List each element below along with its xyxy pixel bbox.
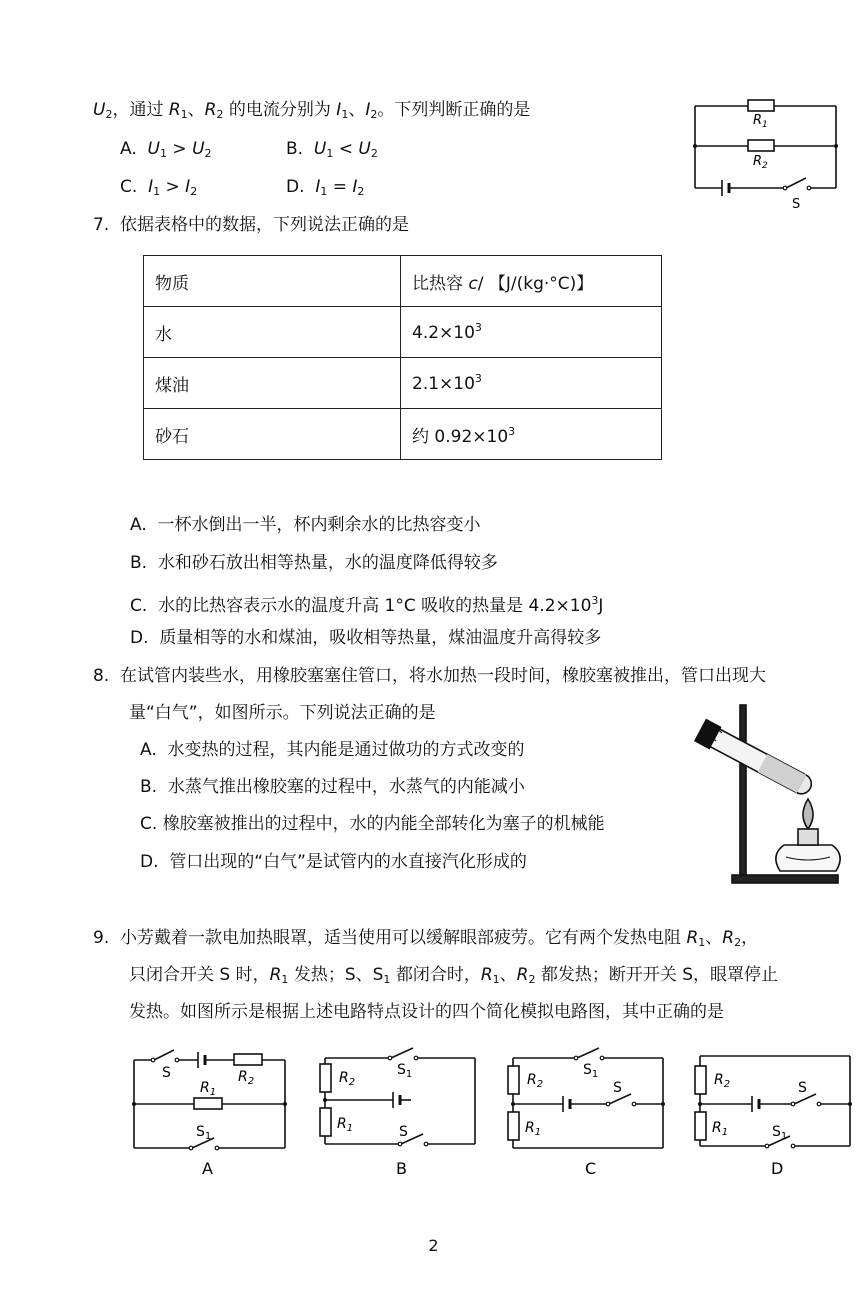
- svg-text:S1: $S_1$: [196, 1124, 212, 1142]
- stand-rod: [740, 705, 746, 875]
- q7-option-b[interactable]: B. 水和砂石放出相等热量，水的温度降低得较多: [130, 553, 498, 573]
- resistor-r2: [695, 1066, 706, 1094]
- q7-stem: 7. 依据表格中的数据，下列说法正确的是: [93, 215, 410, 235]
- specific-heat-table: [143, 255, 662, 460]
- svg-text:S1: $S_1$: [772, 1124, 788, 1142]
- q8-stem-line2: 量“白气”，如图所示。下列说法正确的是: [129, 703, 436, 723]
- q7-option-a[interactable]: A. 一杯水倒出一半，杯内剩余水的比热容变小: [130, 515, 481, 535]
- q9-stem-line2: 只闭合开关 S 时，$R_1$ 发热；S、$S_1$ 都闭合时，$R_1$、$R_2$ 都发热；断开开关 S，眼罩停止: [129, 965, 779, 986]
- alcohol-lamp: [776, 845, 840, 871]
- q7-option-d[interactable]: D. 质量相等的水和煤油，吸收相等热量，煤油温度升高得较多: [130, 628, 602, 648]
- q8-option-b[interactable]: B. 水蒸气推出橡胶塞的过程中，水蒸气的内能减小: [140, 777, 525, 797]
- resistor-r1: [194, 1098, 222, 1109]
- stand-base: [732, 875, 838, 883]
- q8-stem-line1: 8. 在试管内装些水，用橡胶塞塞住管口，将水加热一段时间，橡胶塞被推出，管口出现大: [93, 666, 767, 686]
- circuit-label: C: [585, 1159, 597, 1178]
- resistor-r1: [508, 1112, 519, 1140]
- q6-stem: $U_2$，通过 $R_1$、$R_2$ 的电流分别为 $I_1$、$I_2$。下列判断正确的是: [93, 100, 531, 121]
- svg-text:R1: $R_1$: [712, 1120, 729, 1138]
- resistor-r2: [320, 1064, 331, 1092]
- svg-text:S: S: [162, 1065, 171, 1081]
- switch-s1-blade: [391, 1048, 413, 1058]
- svg-text:S: S: [798, 1080, 807, 1096]
- resistor-r2: [234, 1054, 262, 1065]
- resistor-r2: [508, 1066, 519, 1094]
- q6-option-c[interactable]: C. $I_1 > I_2$: [120, 177, 198, 198]
- q6-u2: U: [93, 100, 106, 120]
- table-header-row: [144, 256, 662, 307]
- switch-s1-blade: [577, 1048, 599, 1058]
- svg-text:R2: $R_2$: [339, 1070, 356, 1088]
- r1-label: $R_1$: [753, 113, 768, 130]
- page-number: 2: [428, 1236, 439, 1255]
- resistor-r2: [748, 140, 774, 151]
- switch-s-blade: [786, 178, 806, 188]
- q8-option-d[interactable]: D. 管口出现的“白气”是试管内的水直接汽化形成的: [140, 852, 527, 872]
- q8-option-a[interactable]: A. 水变热的过程，其内能是通过做功的方式改变的: [140, 740, 525, 760]
- circuit-label: A: [202, 1159, 213, 1178]
- resistor-r1: [695, 1112, 706, 1140]
- table-row: 煤油 $2.1\times 10^3$: [144, 358, 662, 409]
- svg-text:S1: $S_1$: [583, 1062, 599, 1080]
- table-header-cell: 比热容 c/ 【J/(kg·°C)】: [401, 256, 662, 307]
- test-tube: [695, 720, 816, 799]
- q6-option-a[interactable]: A. $U_1 > U_2$: [120, 139, 212, 160]
- q8-option-c[interactable]: C. 橡胶塞被推出的过程中，水的内能全部转化为塞子的机械能: [140, 814, 605, 834]
- circuit-b[interactable]: [315, 1040, 485, 1185]
- s-label: S: [792, 197, 801, 212]
- q9-stem-line3: 发热。如图所示是根据上述电路特点设计的四个简化模拟电路图，其中正确的是: [129, 1002, 724, 1022]
- switch-s-blade: [154, 1050, 174, 1060]
- svg-text:R2: $R_2$: [714, 1072, 731, 1090]
- flame: [803, 799, 813, 829]
- svg-text:R1: $R_1$: [200, 1080, 217, 1098]
- q6-option-b[interactable]: B. $U_1 < U_2$: [286, 139, 378, 160]
- svg-text:R1: $R_1$: [525, 1120, 542, 1138]
- circuit-c[interactable]: [503, 1040, 673, 1185]
- test-tube-apparatus-illustration: [676, 695, 856, 890]
- q7-option-c[interactable]: C. 水的比热容表示水的温度升高 1°C 吸收的热量是 $4.2\times 10^3J$: [130, 594, 604, 616]
- lamp-neck: [798, 829, 818, 845]
- resistor-r1: [320, 1108, 331, 1136]
- q6-option-d[interactable]: D. $I_1 = I_2$: [286, 177, 365, 198]
- circuit-d[interactable]: [690, 1040, 860, 1185]
- svg-text:R1: $R_1$: [337, 1116, 354, 1134]
- svg-text:S: S: [613, 1080, 622, 1096]
- svg-text:S: S: [399, 1124, 408, 1140]
- table-row: 水 $4.2\times 10^3$: [144, 307, 662, 358]
- circuit-label: D: [771, 1159, 784, 1178]
- q9-stem-line1: 9. 小芳戴着一款电加热眼罩，适当使用可以缓解眼部疲劳。它有两个发热电阻 $R_1$、$R_2$，: [93, 928, 759, 949]
- table-header-cell: 物质: [144, 256, 401, 307]
- svg-text:R2: $R_2$: [527, 1072, 544, 1090]
- svg-text:S1: $S_1$: [397, 1062, 413, 1080]
- svg-text:R2: $R_2$: [238, 1069, 255, 1087]
- circuit-label: B: [396, 1159, 407, 1178]
- resistor-r1: [748, 100, 774, 111]
- q6-circuit-diagram: [688, 92, 853, 212]
- r2-label: $R_2$: [753, 154, 768, 171]
- table-row: 砂石 约 $0.92\times 10^3$: [144, 409, 662, 460]
- circuit-a[interactable]: [128, 1040, 293, 1185]
